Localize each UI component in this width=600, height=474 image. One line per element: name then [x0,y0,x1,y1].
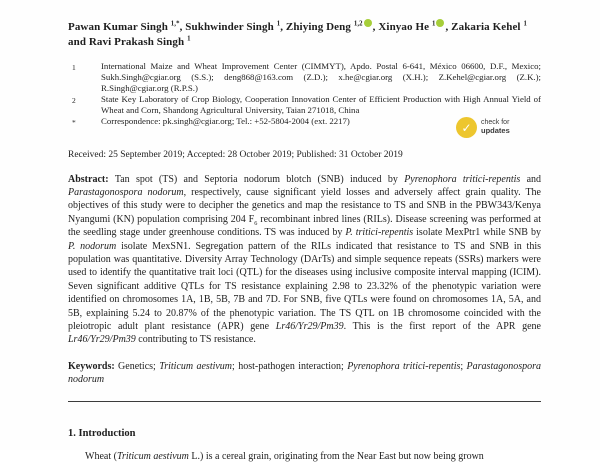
section-divider [68,401,541,402]
badge-line2: updates [481,126,510,135]
check-circle-icon [456,117,477,138]
section-heading-introduction: 1. Introduction [68,427,136,439]
orcid-icon [364,19,372,27]
affiliation-item-1 [68,61,541,94]
affiliation-item-2 [68,94,541,116]
affiliation-marker: 2 [72,95,76,105]
dates-line: Received: 25 September 2019; Accepted: 28 October 2019; Published: 31 October 2019 [68,149,403,160]
check-for-updates-badge[interactable] [456,117,510,138]
badge-line1: check for [481,119,510,126]
introduction-paragraph: Wheat (Triticum aestivum L.) is a cereal grain, originating from the Near East but now being grown [85,451,484,463]
correspondence-marker: * [72,117,76,127]
affiliation-text: International Maize and Wheat Improvement Center (CIMMYT), Apdo. Postal 6-641, México 06600, D.F., Mexico; Sukh.Singh@cgiar.org (S.S.); deng868@163.com (Z.D.); x.he@cgiar.org (X.H.); Z.Kehel@cgiar.org (Z.K.); R.Singh@cgiar.org (R.P.S.) [101,61,541,93]
orcid-icon [436,19,444,27]
affiliation-text: State Key Laboratory of Crop Biology, Cooperation Innovation Center of Efficient Production with High Annual Yield of Wheat and Corn, Shandong Agricultural University, Taian 271018, China [101,94,541,115]
check-glyph: ✓ [461,120,472,135]
page-content [68,8,541,474]
abstract-paragraph: Abstract: Tan spot (TS) and Septoria nodorum blotch (SNB) induced by Pyrenophora tritici-repentis and Parastagonospora nodorum, respectively, cause significant yield losses and adversely affect grain quality. The objectives of this study were to decipher the genetics and map the resistance to TS and SNB in the PBW343/Kenya Nyangumi (KN) population comprising 204 $F_6$ recombinant inbred lines (RILs). Disease screening was performed at the seedling stage under greenhouse conditions. TS was induced by P. tritici-repentis isolate MexPtr1 while SNB by P. nodorum isolate MexSN1. Segregation pattern of the RILs indicated that resistance to TS and SNB in this population was quantitative. Diversity Array Technology (DArTs) and simple sequence repeats (SSRs) markers were used to identify the quantitative trait loci (QTL) for the diseases using inclusive composite interval mapping (ICIM). Seven significant additive QTLs for TS resistance explaining 2.98 to 23.32% of the phenotypic variation were identified on chromosomes 1A, 1B, 5B, 7B and 7D. For SNB, five QTLs were found on chromosomes 1A, 5A, and 5B, explaining 5.24 to 20.87% of the phenotypic variation. The TS QTL on 1B chromosome coincided with the pleiotropic adult plant resistance (APR) gene Lr46/Yr29/Pm39. This is the first report of the APR gene Lr46/Yr29/Pm39 contributing to TS resistance. [68,173,542,346]
authors-line: Pawan Kumar Singh $^{1,*}$, Sukhwinder Singh $^1$, Zhiying Deng $^{1,2}$ , Xinyao He $^1$ , Zakaria Kehel $^1$ and Ravi Prakash Singh $^1$ [68,20,527,48]
badge-text [481,119,510,136]
keywords-paragraph: Keywords: Genetics; Triticum aestivum; host-pathogen interaction; Pyrenophora tritici-repentis; Parastagonospora nodorum [68,360,541,386]
correspondence-text: Correspondence: pk.singh@cgiar.org; Tel.: +52-5804-2004 (ext. 2217) [101,116,350,126]
affiliation-marker: 1 [72,62,76,72]
